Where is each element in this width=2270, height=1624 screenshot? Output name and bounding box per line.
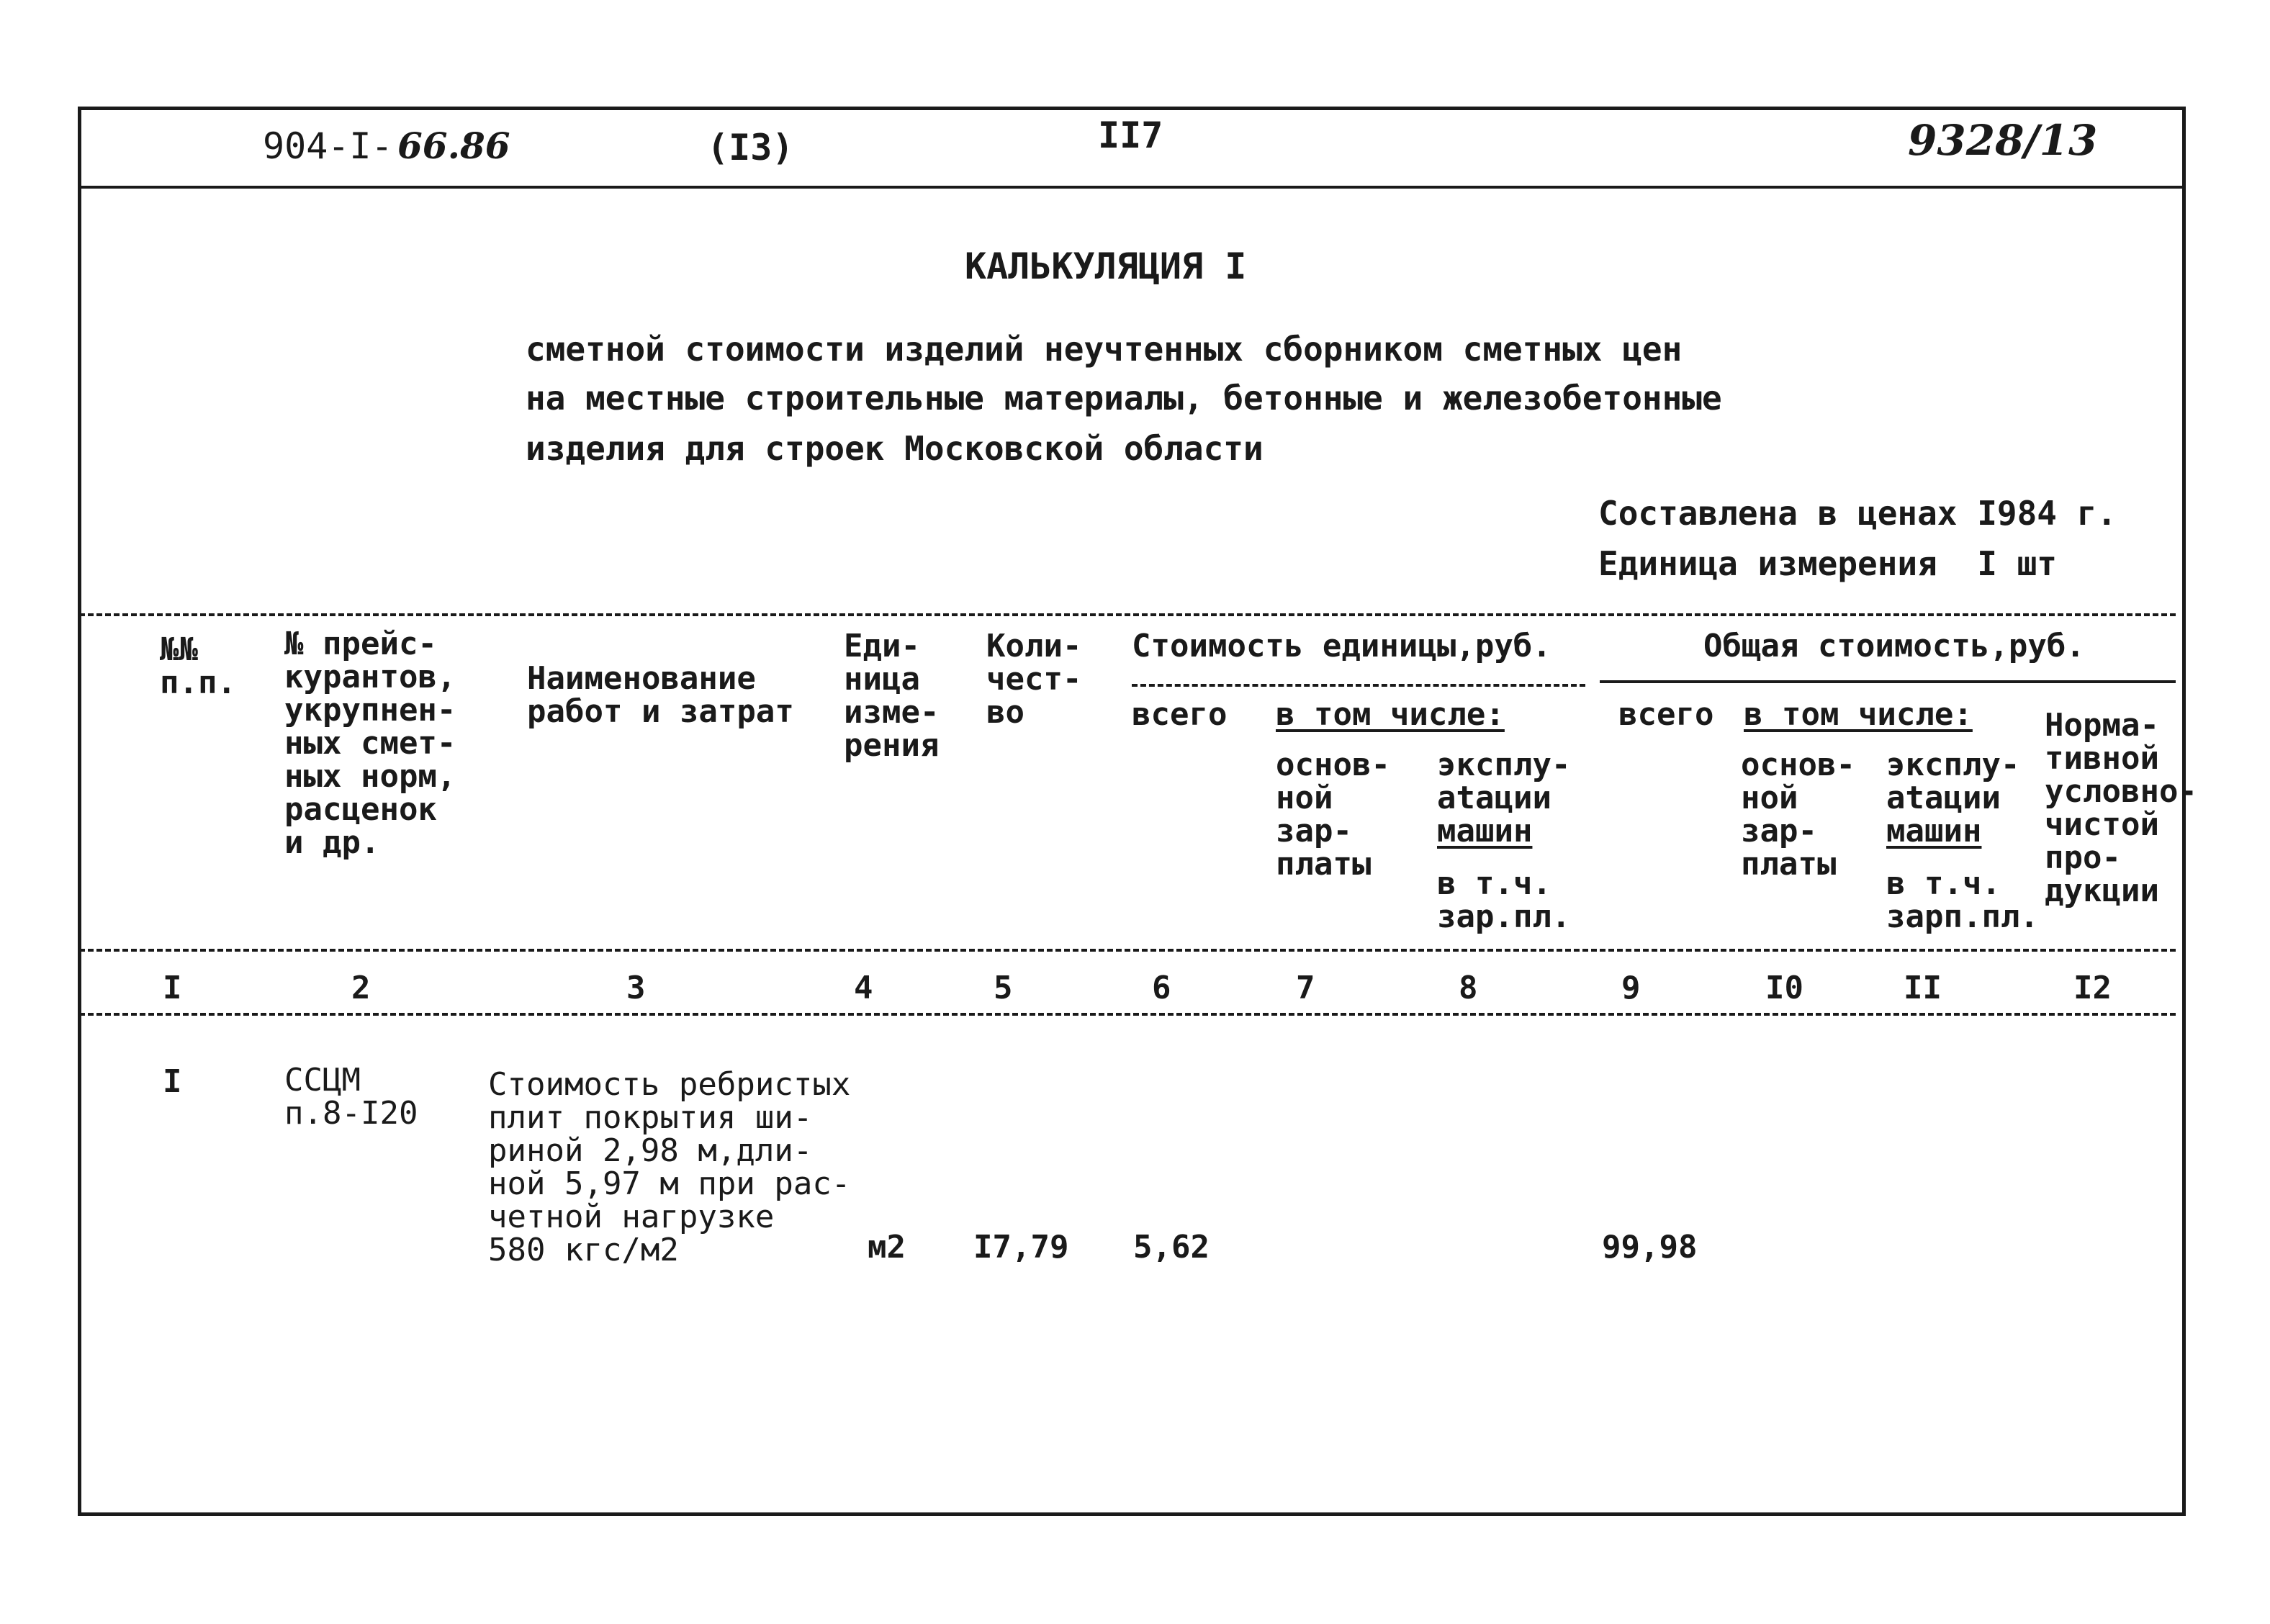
row-unit: м2 [868,1229,906,1266]
col-number-11: II [1904,970,1942,1006]
col-header-total-machines: машин [1886,813,1982,849]
col-header-unit-wages: основ- ной зар- платы [1276,746,1390,883]
row-qty: I7,79 [973,1229,1069,1266]
doc-code-handwritten: 66.86 [397,125,510,167]
col-number-10: I0 [1765,970,1803,1006]
col-header-total-wages: основ- ной зар- платы [1741,746,1855,883]
subtitle-line-1: сметной стоимости изделий неучтенных сборником сметных цен [526,330,1683,369]
col-number-4: 4 [854,970,873,1006]
total-incl-header: в том числе: [1744,696,1973,733]
column-numbers-rule [79,1013,2176,1016]
col-number-3: 3 [626,970,646,1006]
prices-year: Составлена в ценах I984 г. [1598,494,2117,533]
col-header-unit-machines: машин [1437,813,1533,849]
col-number-5: 5 [994,970,1013,1006]
col-header-total: всего [1618,696,1714,733]
col-number-9: 9 [1621,970,1641,1006]
col-header-unit-machines-top: эксплу- atации [1437,746,1571,816]
total-cost-rule [1600,680,2176,683]
col-header-unit: Еди- ница изме- рения [844,628,940,764]
unit-incl-header: в том числе: [1276,696,1505,733]
measure-unit: Единица измерения I шт [1598,544,2057,583]
archive-number: 9328/13 [1908,116,2098,165]
col-number-12: I2 [2073,970,2112,1006]
row-total: 99,98 [1602,1229,1698,1266]
row-num: I [163,1063,182,1100]
col-header-unit-machines-wages: в т.ч. зар.пл. [1437,865,1571,935]
col-number-2: 2 [351,970,371,1006]
col-header-normative: Норма- тивной условно- чистой про- дукции [2045,707,2197,909]
header-divider [81,186,2182,189]
col-header-total-machines-top: эксплу- atации [1886,746,2020,816]
total-cost-group-header: Общая стоимость,руб. [1703,628,2085,664]
col-header-unit-total: всего [1132,696,1228,733]
col-number-8: 8 [1459,970,1478,1006]
col-header-total-machines-wages: в т.ч. зарп.пл. [1886,865,2039,935]
row-name: Стоимость ребристых плит покрытия ши- риной 2,98 м,дли- ной 5,97 м при рас- четной нагрузке 580 кгс/м2 [488,1066,851,1268]
col-header-num: №№ п.п. [160,631,236,701]
subtitle-line-3: изделия для строек Московской области [526,429,1264,468]
col-number-6: 6 [1152,970,1171,1006]
col-header-qty: Коли- чест- во [986,628,1082,731]
col-number-7: 7 [1296,970,1315,1006]
col-number-1: I [163,970,182,1006]
col-header-ref: № прейс- курантов, укрупнен- ных смет- ных норм, расценок и др. [284,626,456,861]
header-bottom-rule [79,949,2176,952]
subtitle-line-2: на местные строительные материалы, бетонные и железобетонные [526,379,1722,418]
page-number: II7 [1098,114,1163,156]
col-header-name: Наименование работ и затрат [527,660,794,730]
row-ref: ССЦМ п.8-I20 [284,1062,418,1132]
unit-cost-rule [1132,684,1585,687]
doc-code-printed: 904-I- [263,125,393,167]
row-unit-total: 5,62 [1133,1229,1210,1266]
table-top-rule [79,613,2176,616]
unit-cost-group-header: Стоимость единицы,руб. [1132,628,1551,664]
calc-heading: КАЛЬКУЛЯЦИЯ I [965,245,1247,287]
sheet-ref: (I3) [707,127,794,168]
